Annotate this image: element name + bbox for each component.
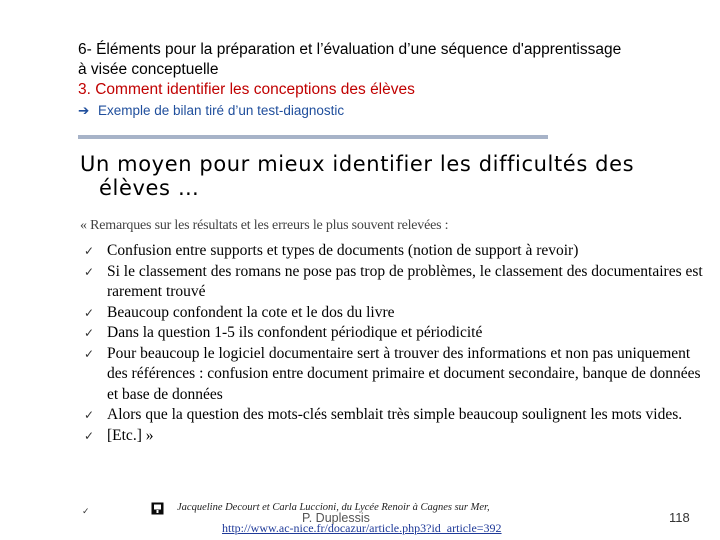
small-checkmark-icon: ✓	[82, 506, 90, 516]
list-item	[80, 405, 710, 426]
checkmark-icon: ✓	[84, 244, 95, 258]
checkmark-icon: ✓	[84, 428, 95, 443]
divider-bar	[78, 135, 548, 139]
example-text: Exemple de bilan tiré d’un test-diagnostic	[98, 103, 345, 118]
checkmark-icon: ✓	[84, 326, 95, 340]
list-item-text: Pour beaucoup le logiciel documentaire sert à trouver des informations et non pas uniquement des références : confusion entre document primaire et document secondaire, banque de données et base de données	[107, 344, 701, 403]
list-item	[80, 262, 710, 303]
footer-credit: Jacqueline Decourt et Carla Luccioni, du Lycée Renoir à Cagnes sur Mer,	[177, 502, 490, 513]
list-item-text: [Etc.] »	[107, 426, 154, 444]
list-item-text: Alors que la question des mots-clés semblait très simple beaucoup soulignent les mots vides.	[107, 406, 683, 423]
checkmark-icon: ✓	[84, 264, 95, 279]
list-item	[80, 241, 710, 262]
slide-title-line-1: Un moyen pour mieux identifier les difficultés des	[80, 152, 635, 176]
header-line-2: à visée conceptuelle	[78, 61, 219, 78]
list-item-text: Si le classement des romans ne pose pas trop de problèmes, le classement des documentaires est rarement trouvé	[107, 262, 703, 300]
header-line-1: 6- Éléments pour la préparation et l’évaluation d’une séquence d'apprentissage	[78, 41, 622, 58]
arrow-right-icon: ➔	[78, 103, 90, 118]
list-item-text: Dans la question 1-5 ils confondent périodique et périodicité	[107, 324, 483, 341]
example-line	[78, 101, 708, 120]
remarks-list	[80, 241, 710, 446]
remarks-heading: « Remarques sur les résultats et les erreurs le plus souvent relevées :	[80, 218, 449, 233]
list-item	[80, 426, 710, 447]
checkmark-icon: ✓	[84, 408, 95, 422]
slide-title-line-2: élèves …	[99, 176, 200, 200]
section-header	[78, 40, 708, 120]
checkmark-icon: ✓	[84, 346, 95, 361]
speaker-notes-icon[interactable]	[151, 502, 164, 515]
page-number: 118	[669, 510, 690, 525]
list-item-text: Beaucoup confondent la cote et le dos du livre	[107, 303, 395, 321]
footer-author: P. Duplessis	[302, 511, 370, 525]
list-item	[80, 323, 710, 344]
slide-title	[80, 152, 700, 200]
header-subtitle: 3. Comment identifier les conceptions des élèves	[78, 81, 415, 98]
list-item	[80, 303, 710, 324]
source-link[interactable]: http://www.ac-nice.fr/docazur/article.php3?id_article=392	[222, 521, 502, 535]
list-item-text: Confusion entre supports et types de documents (notion de support à revoir)	[107, 242, 579, 259]
list-item	[80, 344, 710, 406]
checkmark-icon: ✓	[84, 305, 95, 320]
